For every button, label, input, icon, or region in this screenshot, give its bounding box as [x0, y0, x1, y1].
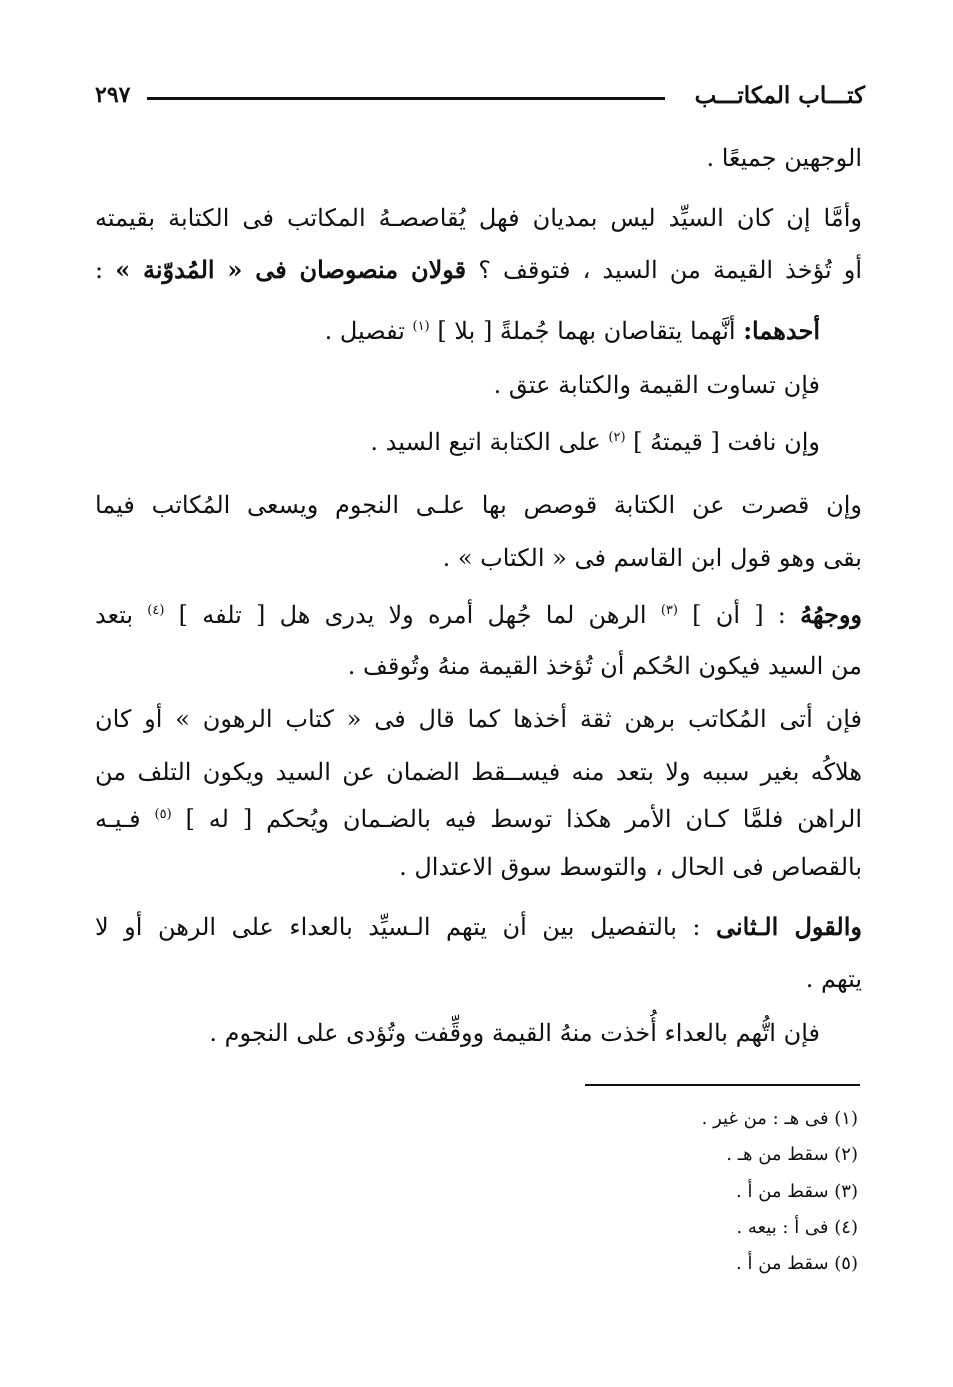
- text-run: فإن أتى المُكاتب برهن ثقة أخذها كما قال فى « كتاب الرهون » أو كان: [95, 705, 862, 733]
- text-run: أو تُؤخذ القيمة من السيد ، فتوقف ؟: [466, 256, 862, 284]
- text-run: من السيد فيكون الحُكم أن تُؤخذ القيمة منهُ وتُوقف .: [347, 652, 862, 680]
- text-line: [95, 804, 862, 834]
- text-run: بالقصاص فى الحال ، والتوسط سوق الاعتدال .: [399, 853, 862, 881]
- text-line: [95, 912, 862, 942]
- footnote: (٣) سقط من أ .: [736, 1181, 858, 1202]
- text-run: وإن نافت [ قيمتهُ ]: [625, 428, 820, 456]
- bold-term: ووجهُهُ: [800, 600, 863, 629]
- footnote: (٤) فى أ : بيعه .: [736, 1217, 858, 1238]
- text-line: [370, 427, 820, 457]
- text-run: : [ أن ]: [677, 601, 801, 629]
- page-header: [95, 82, 865, 112]
- text-line: [325, 316, 820, 346]
- bold-term: قولان منصوصان فى « المُدوّنة »: [115, 255, 467, 284]
- footnote-ref: (٢): [608, 430, 626, 445]
- text-line: [706, 143, 862, 173]
- text-run: أنَّهما يتقاصان بهما جُملةً [ بلا ]: [429, 317, 744, 345]
- text-line: [494, 370, 820, 400]
- text-run: وإن قصرت عن الكتابة قوصص بها علـى النجوم ويسعى المُكاتب فيما: [95, 491, 862, 519]
- text-line: [209, 1018, 820, 1048]
- text-run: فـيـه: [95, 805, 155, 833]
- header-rule: [147, 97, 665, 100]
- text-run: : بالتفصيل بين أن يتهم الـسيِّد بالعداء على الرهن أو لا: [95, 913, 716, 941]
- bold-term: أحدهما:: [743, 316, 820, 345]
- text-line: [95, 490, 862, 520]
- text-line: [443, 543, 862, 573]
- footnote: (٥) سقط من أ .: [736, 1253, 858, 1274]
- footnote: (١) فى هـ : من غير .: [701, 1108, 858, 1129]
- text-run: الرهن لما جُهل أمره ولا يدرى هل [ تلفه ]: [164, 601, 661, 629]
- running-title: كتـــاب المكاتـــب: [694, 82, 865, 109]
- text-line: [95, 600, 862, 630]
- text-line: [95, 757, 862, 787]
- text-line: [95, 704, 862, 734]
- footnote-ref: (٤): [147, 603, 165, 618]
- page-number: ٢٩٧: [95, 82, 131, 108]
- footnote-ref: (٣): [660, 603, 678, 618]
- text-run: :: [95, 256, 116, 284]
- text-line: [95, 203, 862, 233]
- text-run: بقى وهو قول ابن القاسم فى « الكتاب » .: [442, 544, 862, 572]
- footnote-separator: [585, 1084, 860, 1086]
- bold-term: والقول الـثانى: [715, 912, 863, 941]
- text-run: تفصيل .: [324, 317, 413, 345]
- footnote: (٢) سقط من هـ .: [726, 1144, 858, 1165]
- text-run: الراهن فلمَّا كـان الأمر هكذا توسط فيه بالضـمان ويُحكم [ له ]: [171, 805, 862, 833]
- text-run: فإن تساوت القيمة والكتابة عتق .: [493, 371, 820, 399]
- text-run: الوجهين جميعًا .: [706, 144, 862, 172]
- text-line: [806, 964, 862, 994]
- text-run: فإن اتُّهم بالعداء أُخذت منهُ القيمة ووقِّفت وتُؤدى على النجوم .: [209, 1019, 820, 1047]
- footnote-ref: (١): [412, 319, 430, 334]
- footnote-ref: (٥): [154, 807, 172, 822]
- text-line: [348, 651, 862, 681]
- text-line: [95, 255, 862, 285]
- text-run: يتهم .: [805, 965, 862, 993]
- text-run: بتعد: [95, 601, 148, 629]
- text-line: [399, 852, 862, 882]
- text-run: وأمَّا إن كان السيِّد ليس بمديان فهل يُقاصصـهُ المكاتب فى الكتابة بقيمته: [95, 204, 862, 232]
- text-run: على الكتابة اتبع السيد .: [370, 428, 609, 456]
- text-run: هلاكُه بغير سببه ولا بتعد منه فيســقط الضمان عن السيد ويكون التلف من: [95, 758, 862, 786]
